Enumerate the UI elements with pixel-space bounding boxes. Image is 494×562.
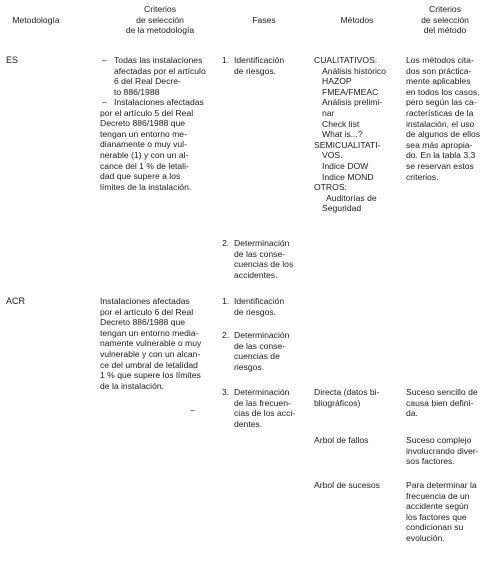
header-metodologia-text: Metodología — [12, 15, 60, 25]
acr-metodo-sucesos: Arbol de sucesos — [314, 480, 380, 490]
acr-criterio-directa: Suceso sencillo de causa bien defini- da. — [406, 387, 478, 419]
row-label-acr: ACR — [6, 296, 26, 306]
es-metodos: CUALITATIVOS: Análisis histórico HAZOP FMEA/FMEAC Análisis prelimi- nar Check list What is...? SEMICUALITATI- VOS. Indice DOW Indice MOND OTROS: Auditorías de Seguridad — [314, 55, 386, 214]
es-fase-1: 1. Identificación de riesgos. — [222, 55, 285, 76]
acr-fase-3: 3. Determinación de las frecuen- cias de los acci- dentes. — [222, 387, 296, 429]
es-criterio-1: – Todas las instalaciones afectadas por el artículo 6 del Real Decre- to 886/1988 — [102, 55, 206, 97]
acr-fase-2: 2. Determinación de las conse- cuencias de riesgos. — [222, 330, 290, 372]
acr-fase-1: 1. Identificación de riesgos. — [222, 296, 285, 317]
row-label-es: ES — [6, 55, 19, 65]
acr-criterio: Instalaciones afectadas por el artículo 6 del Real Decreto 886/1988 que tengan un entorno media- namente vulnerable o muy vulnerable y con un alcan- ce del umbral de letalidad 1 % que supere los límites de la instalación. — [100, 296, 202, 391]
acr-metodo-fallos: Arbol de fallos — [314, 435, 369, 445]
header-criterios-metodo: Criterios de selección del método — [421, 4, 469, 36]
dash-marker: – — [102, 97, 107, 107]
dash-marker: – — [102, 55, 107, 65]
header-metodologia — [0, 15, 72, 26]
header-criterios-metodologia: Criterios de selección de la metodología — [125, 4, 195, 36]
acr-trailing-dash: – — [190, 405, 195, 415]
acr-criterio-fallos: Suceso complejo involucrando diver- sos factores. — [406, 435, 479, 467]
header-metodos: Métodos — [340, 15, 374, 25]
es-fase-2: 2. Determinación de las conse- cuencias de los accidentes. — [222, 238, 294, 280]
es-criterio-2: – Instalaciones afectadas por el artículo 5 del Real Decreto 886/1988 que tengan un entorno me- dianamente o muy vul- nerable (1) y con un al- cance del 1 % de letali- dad que supere a los límites de la instalación. — [100, 97, 204, 192]
acr-metodo-directa: Directa (datos bi- bliográficos) — [314, 387, 380, 408]
es-criterio-metodo: Los métodos cita- dos son práctica- mente aplicables en todos los casos, pero según las ca- racterísticas de la instalación, el uso de algunos de ellos sea más apropia- do. En la tabla 3.3 se reservan estos criterios. — [406, 55, 481, 182]
header-fases: Fases — [252, 15, 276, 25]
acr-criterio-sucesos: Para determinar la frecuencia de un accidente según los factores que condicionan su evolución. — [406, 480, 477, 543]
